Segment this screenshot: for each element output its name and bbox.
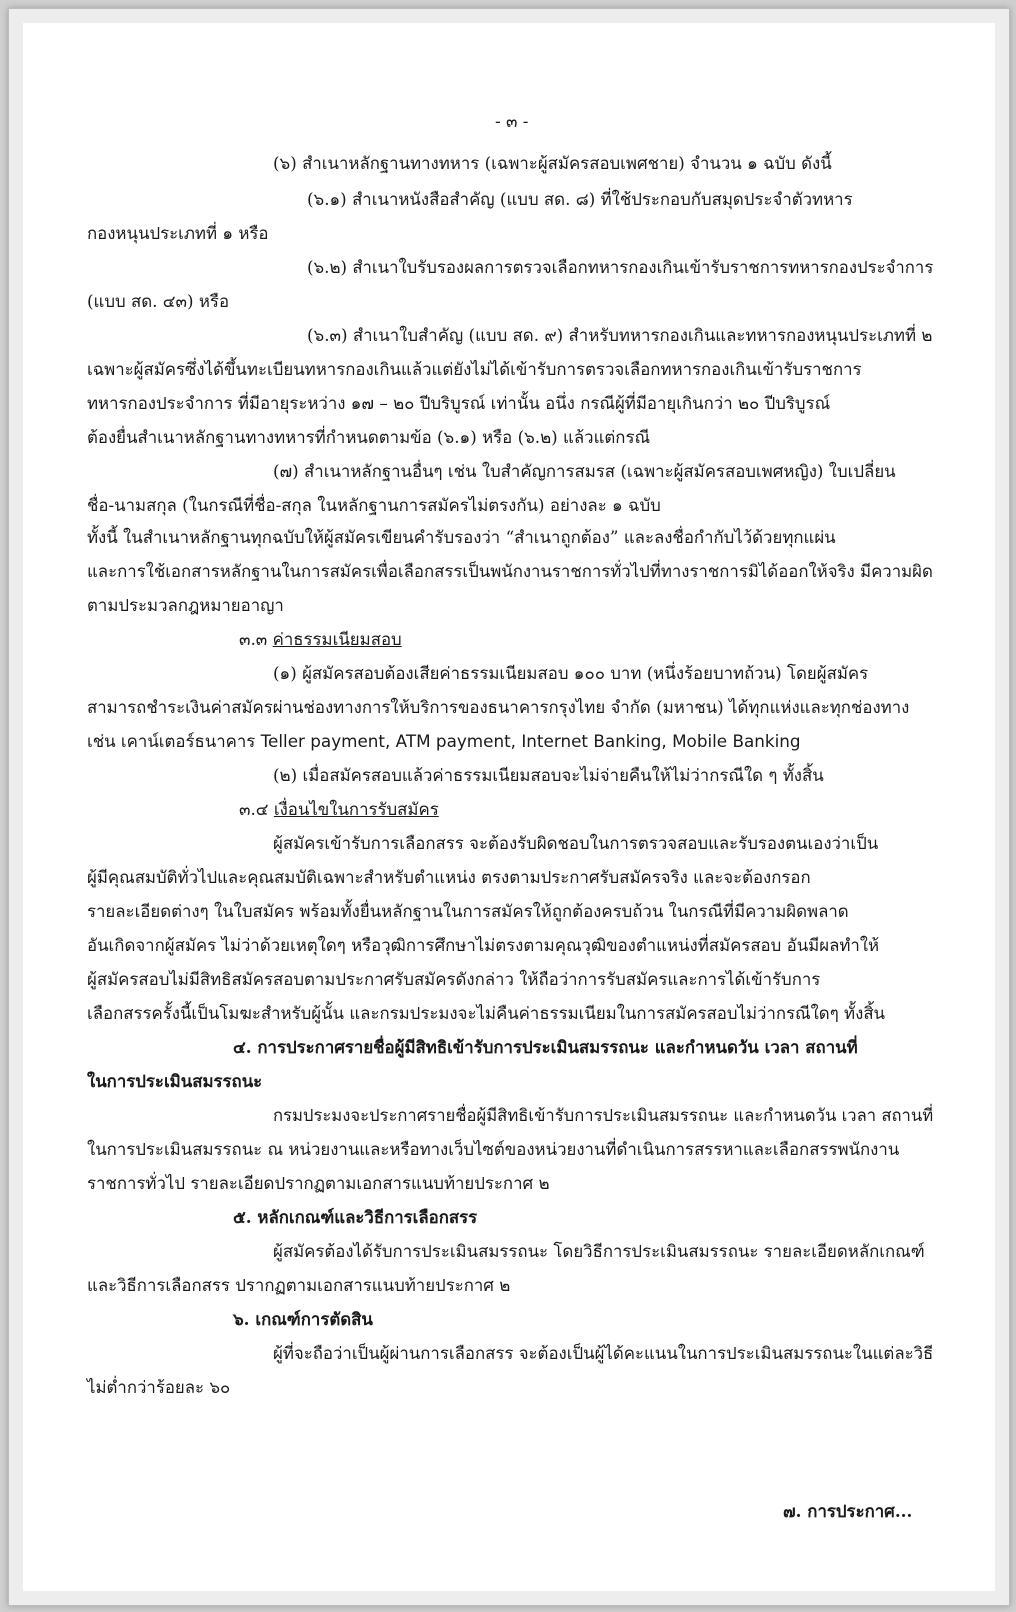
section-6-title: ๖. เกณฑ์การตัดสิน: [233, 1309, 373, 1329]
screenshot-frame: [8, 8, 1010, 1606]
section-6-line-1: ผู้ที่จะถือว่าเป็นผู้ผ่านการเลือกสรร จะต้องเป็นผู้ได้คะแนนในการประเมินสมรรถนะในแต่ละวิธี: [273, 1343, 934, 1363]
section-3-3-title: ค่าธรรมเนียมสอบ: [272, 629, 402, 649]
item-6-1-line-2: กองหนุนประเภทที่ ๑ หรือ: [87, 223, 269, 243]
fee-item-1-line-3: [87, 731, 801, 751]
certify-note-line-2: และการใช้เอกสารหลักฐานในการสมัครเพื่อเลือกสรรเป็นพนักงานราชการทั่วไปที่ทางราชการมิได้ออกให้จริง มีความผิด: [87, 561, 933, 581]
page-number: - ๓ -: [495, 111, 529, 131]
document-page: [23, 23, 995, 1591]
section-3-3-number: ๓.๓: [239, 629, 268, 649]
fee-item-1-line-2: สามารถชำระเงินค่าสมัครผ่านช่องทางการให้บริการของธนาคารกรุงไทย จำกัด (มหาชน) ได้ทุกแห่งและทุกช่องทาง: [87, 697, 910, 717]
fee-item-1-line-1: (๑) ผู้สมัครสอบต้องเสียค่าธรรมเนียมสอบ ๑๐๐ บาท (หนึ่งร้อยบาทถ้วน) โดยผู้สมัคร: [273, 663, 869, 683]
section-3-4-line-5: ผู้สมัครสอบไม่มีสิทธิสมัครสอบตามประกาศรับสมัครดังกล่าว ให้ถือว่าการรับสมัครและการได้เข้ารับการ: [87, 969, 821, 989]
certify-note-line-3: ตามประมวลกฎหมายอาญา: [87, 595, 284, 615]
item-6-3-line-3: ทหารกองประจำการ ที่มีอายุระหว่าง ๑๗ – ๒๐ ปีบริบูรณ์ เท่านั้น อนึ่ง กรณีผู้ที่มีอายุเกินกว่า ๒๐ ปีบริบูรณ์: [87, 393, 831, 413]
section-4-title-line-1: ๔. การประกาศรายชื่อผู้มีสิทธิเข้ารับการประเมินสมรรถนะ และกำหนดวัน เวลา สถานที่: [233, 1037, 858, 1057]
section-3-4-title: เงื่อนไขในการรับสมัคร: [273, 799, 439, 819]
section-3-4-line-1: ผู้สมัครเข้ารับการเลือกสรร จะต้องรับผิดชอบในการตรวจสอบและรับรองตนเองว่าเป็น: [273, 833, 879, 853]
section-3-4-line-2: ผู้มีคุณสมบัติทั่วไปและคุณสมบัติเฉพาะสำหรับตำแหน่ง ตรงตามประกาศรับสมัครจริง และจะต้องกรอก: [87, 867, 811, 887]
section-3-4-line-6: เลือกสรรครั้งนี้เป็นโมฆะสำหรับผู้นั้น และกรมประมงจะไม่คืนค่าธรรมเนียมในการสมัครสอบไม่ว่ากรณีใดๆ ทั้งสิ้น: [87, 1003, 886, 1023]
section-3-4-number: ๓.๔: [239, 799, 269, 819]
section-4-line-2: ในการประเมินสมรรถนะ ณ หน่วยงานและหรือทางเว็บไซต์ของหน่วยงานที่ดำเนินการสรรหาและเลือกสรรพนักงาน: [87, 1139, 900, 1159]
item-6-3-line-4: ต้องยื่นสำเนาหลักฐานทางทหารที่กำหนดตามข้อ (๖.๑) หรือ (๖.๒) แล้วแต่กรณี: [87, 427, 651, 447]
item-6-heading: (๖) สำเนาหลักฐานทางทหาร (เฉพาะผู้สมัครสอบเพศชาย) จำนวน ๑ ฉบับ ดังนี้: [273, 153, 832, 173]
payment-channels-prefix: เช่น เคาน์เตอร์ธนาคาร: [87, 731, 256, 751]
payment-channels-list: Teller payment, ATM payment, Internet Banking, Mobile Banking: [260, 731, 801, 751]
section-5-line-1: ผู้สมัครต้องได้รับการประเมินสมรรถนะ โดยวิธีการประเมินสมรรถนะ รายละเอียดหลักเกณฑ์: [273, 1241, 925, 1261]
continuation-marker: ๗. การประกาศ...: [783, 1501, 913, 1521]
section-4-line-3: ราชการทั่วไป รายละเอียดปรากฏตามเอกสารแนบท้ายประกาศ ๒: [87, 1173, 550, 1193]
item-7-line-1: (๗) สำเนาหลักฐานอื่นๆ เช่น ใบสำคัญการสมรส (เฉพาะผู้สมัครสอบเพศหญิง) ใบเปลี่ยน: [273, 461, 896, 481]
section-5-line-2: และวิธีการเลือกสรร ปรากฏตามเอกสารแนบท้ายประกาศ ๒: [87, 1275, 511, 1295]
fee-item-2: (๒) เมื่อสมัครสอบแล้วค่าธรรมเนียมสอบจะไม่จ่ายคืนให้ไม่ว่ากรณีใด ๆ ทั้งสิ้น: [273, 765, 824, 785]
item-6-1-line-1: (๖.๑) สำเนาหนังสือสำคัญ (แบบ สด. ๘) ที่ใช้ประกอบกับสมุดประจำตัวทหาร: [307, 189, 853, 209]
item-6-2-line-2: (แบบ สด. ๔๓) หรือ: [87, 291, 230, 311]
item-7-line-2: ชื่อ-นามสกุล (ในกรณีที่ชื่อ-สกุล ในหลักฐานการสมัครไม่ตรงกัน) อย่างละ ๑ ฉบับ: [87, 495, 661, 515]
section-3-4-line-3: รายละเอียดต่างๆ ในใบสมัคร พร้อมทั้งยื่นหลักฐานในการสมัครให้ถูกต้องครบถ้วน ในกรณีที่มีความผิดพลาด: [87, 901, 849, 921]
section-6-line-2: ไม่ต่ำกว่าร้อยละ ๖๐: [87, 1377, 231, 1397]
section-4-title-line-2: ในการประเมินสมรรถนะ: [87, 1071, 263, 1091]
section-3-4-line-4: อันเกิดจากผู้สมัคร ไม่ว่าด้วยเหตุใดๆ หรือวุฒิการศึกษาไม่ตรงตามคุณวุฒิของตำแหน่งที่สมัครสอบ อันมีผลทำให้: [87, 935, 880, 955]
section-4-line-1: กรมประมงจะประกาศรายชื่อผู้มีสิทธิเข้ารับการประเมินสมรรถนะ และกำหนดวัน เวลา สถานที่: [273, 1105, 934, 1125]
item-6-2-line-1: (๖.๒) สำเนาใบรับรองผลการตรวจเลือกทหารกองเกินเข้ารับราชการทหารกองประจำการ: [307, 257, 934, 277]
certify-note-line-1: ทั้งนี้ ในสำเนาหลักฐานทุกฉบับให้ผู้สมัครเขียนคำรับรองว่า “สำเนาถูกต้อง” และลงชื่อกำกับไว้ด้วยทุกแผ่น: [87, 527, 836, 547]
item-6-3-line-2: เฉพาะผู้สมัครซึ่งได้ขึ้นทะเบียนทหารกองเกินแล้วแต่ยังไม่ได้เข้ารับการตรวจเลือกทหารกองเกินเข้ารับราชการ: [87, 359, 862, 379]
section-5-title: ๕. หลักเกณฑ์และวิธีการเลือกสรร: [233, 1207, 478, 1227]
section-3-4-heading: [239, 799, 439, 819]
section-3-3-heading: [239, 629, 402, 649]
item-6-3-line-1: (๖.๓) สำเนาใบสำคัญ (แบบ สด. ๙) สำหรับทหารกองเกินและทหารกองหนุนประเภทที่ ๒: [307, 325, 933, 345]
